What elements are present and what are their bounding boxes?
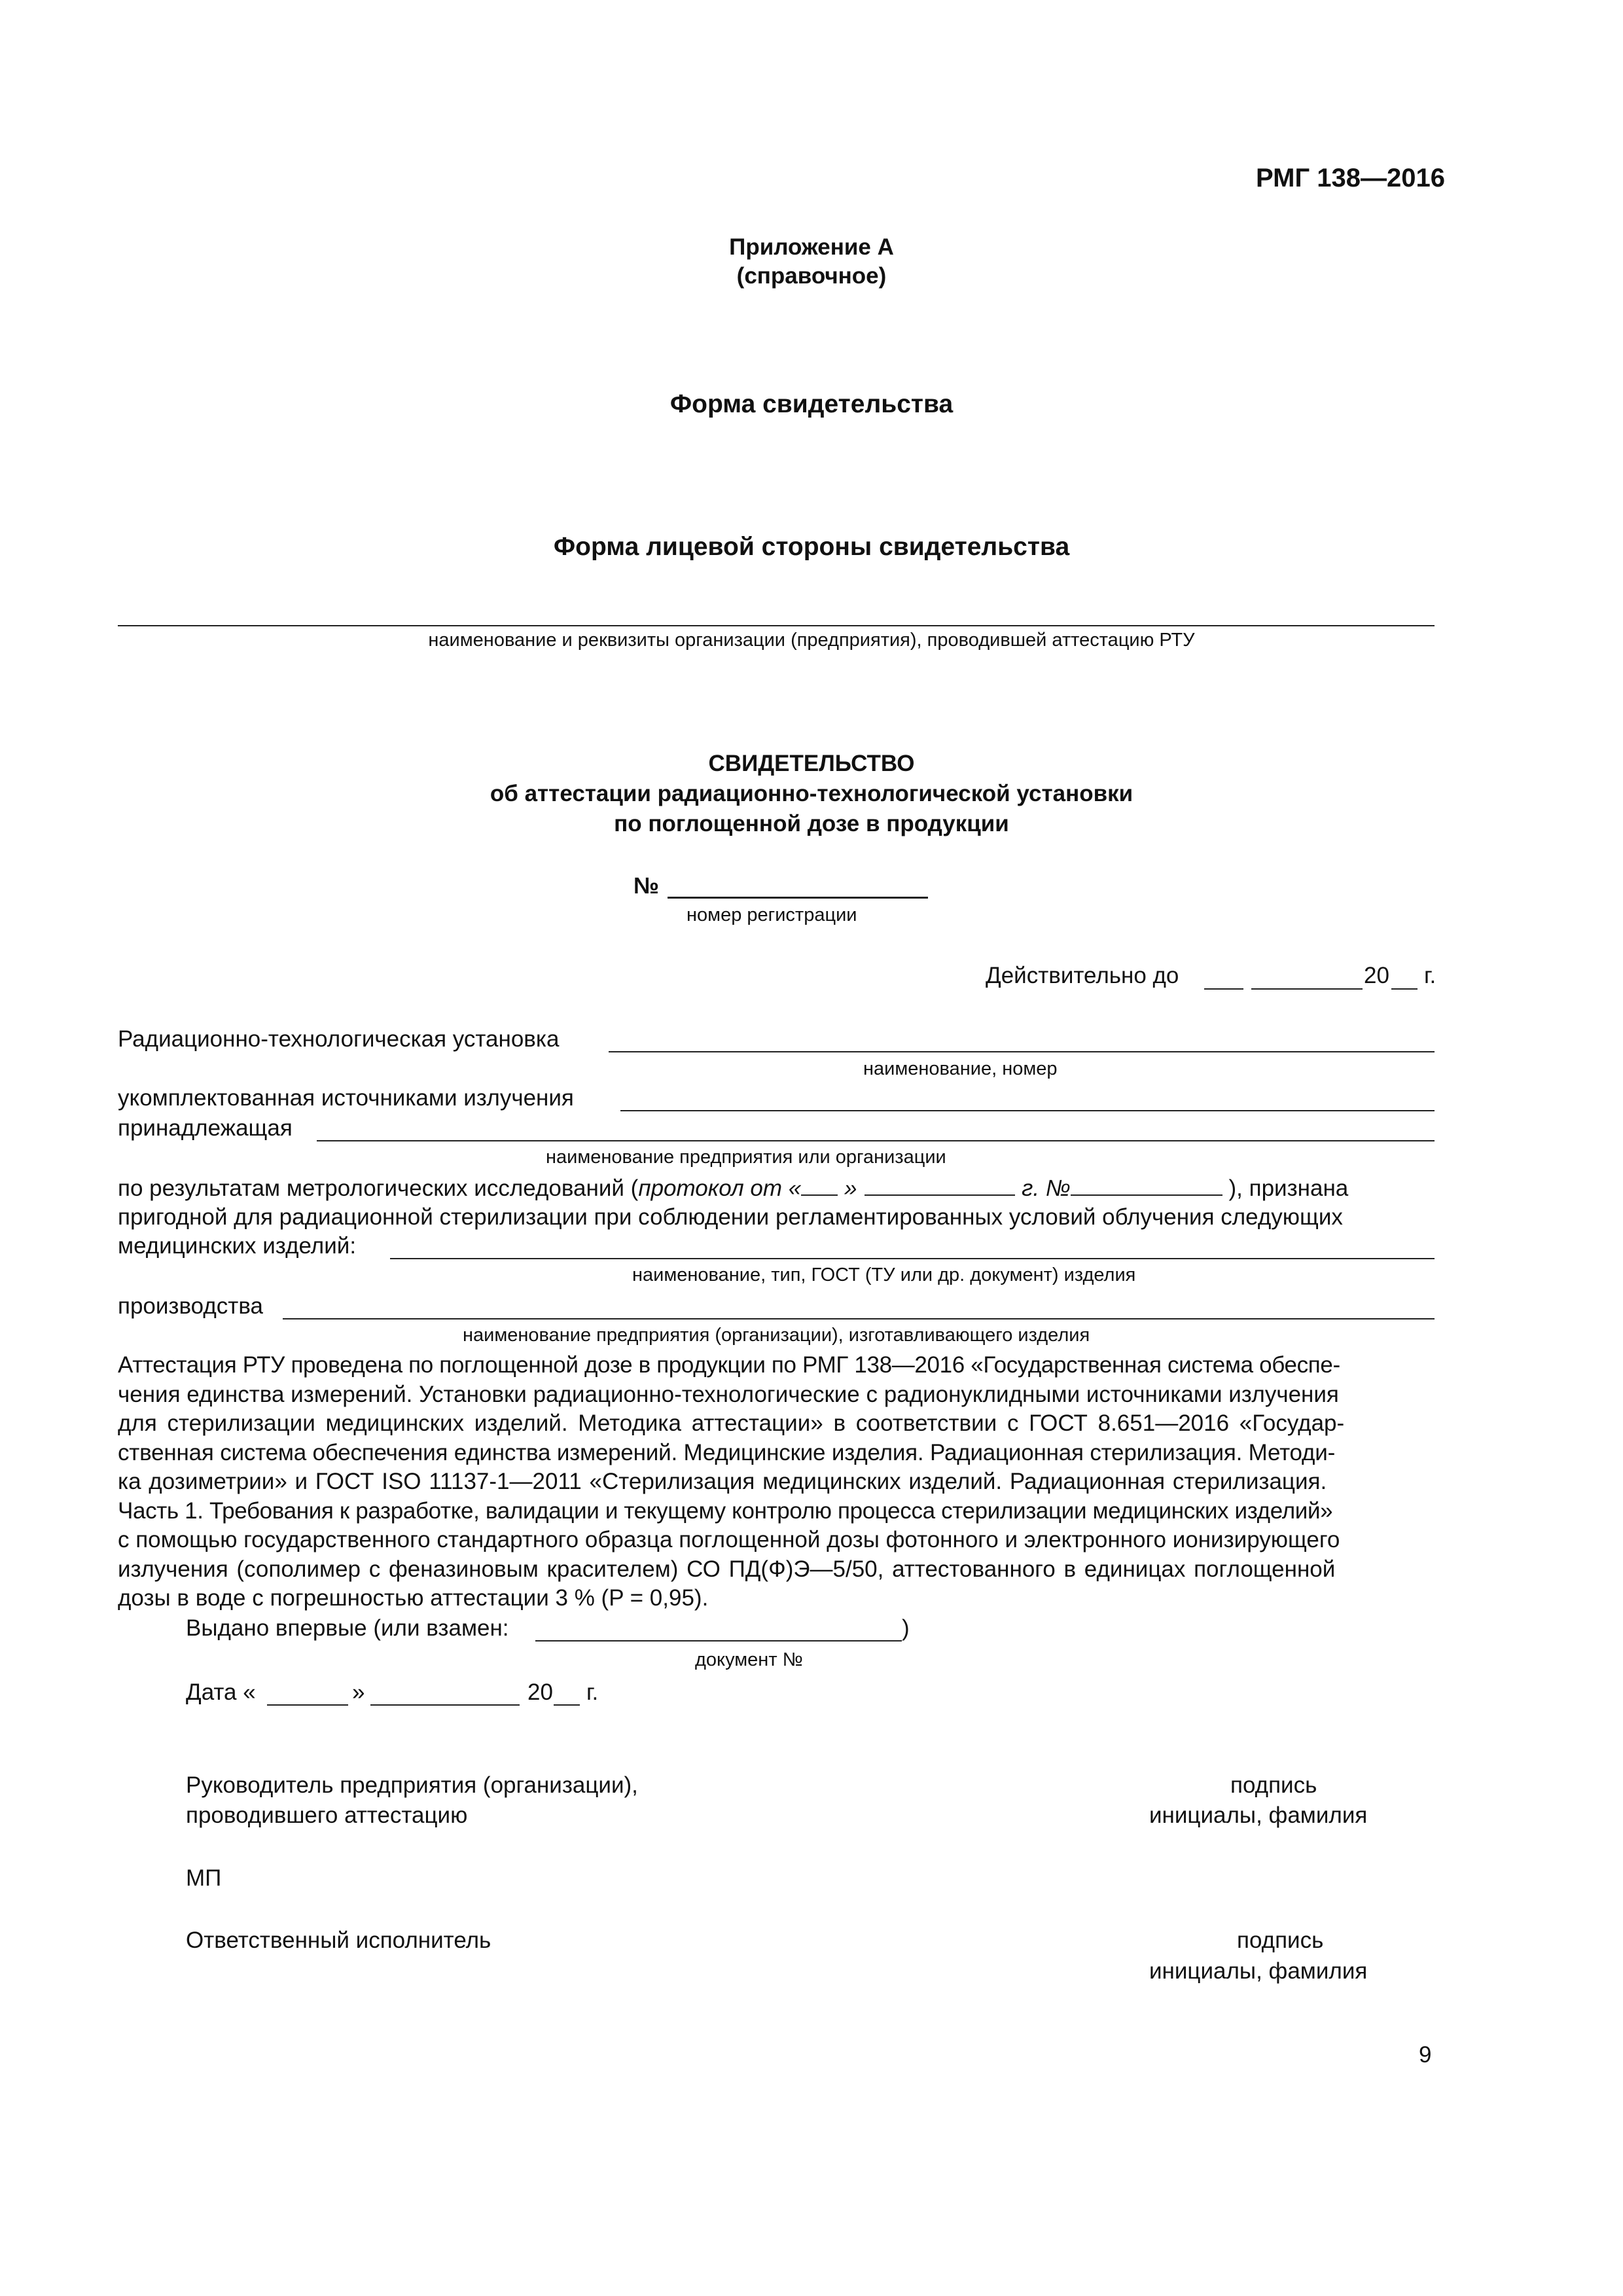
head-initials-label: инициалы, фамилия [1149, 1803, 1368, 1828]
manufacturer-caption: наименование предприятия (организации), изготавливающего изделия [463, 1325, 1090, 1346]
sources-label: укомплектованная источниками излучения [118, 1085, 574, 1111]
date-year-blank [554, 1704, 580, 1706]
date-year: 20 [527, 1679, 553, 1705]
products-label: медицинских изделий: [118, 1233, 357, 1259]
protocol-month-blank [865, 1176, 1015, 1196]
date-month-blank [370, 1704, 520, 1706]
validity-suffix: г. [1424, 963, 1436, 988]
number-caption: номер регистрации [687, 905, 857, 925]
results-end: ), признана [1228, 1175, 1349, 1201]
sources-blank-line [620, 1110, 1435, 1111]
issued-blank-line [535, 1640, 902, 1641]
organization-caption: наименование и реквизиты организации (предприятия), проводившей аттестацию РТУ [428, 630, 1195, 651]
issued-label: Выдано впервые (или взамен: [186, 1615, 509, 1641]
executor-initials-label: инициалы, фамилия [1149, 1958, 1368, 1984]
protocol-number-label: г. № [1022, 1175, 1071, 1201]
protocol-label: протокол от « [638, 1175, 802, 1201]
issued-caption: документ № [695, 1649, 803, 1670]
protocol-number-blank [1071, 1176, 1222, 1196]
section-title: Форма свидетельства [669, 390, 954, 418]
protocol-quote: » [844, 1175, 857, 1201]
attestation-line: излучения (сополимер с феназиновым красителем) СО ПД(Ф)Э—5/50, аттестованного в единицах поглощенной [118, 1556, 1336, 1582]
subsection-title: Форма лицевой стороны свидетельства [553, 533, 1070, 561]
protocol-day-blank [801, 1176, 838, 1196]
executor-signature-label: подпись [1237, 1928, 1324, 1953]
certificate-title: СВИДЕТЕЛЬСТВО [708, 751, 915, 776]
date-label: Дата « [186, 1679, 256, 1705]
production-blank-line [283, 1318, 1435, 1319]
installation-caption: наименование, номер [863, 1058, 1058, 1079]
head-signature-label: подпись [1230, 1772, 1317, 1798]
production-label: производства [118, 1293, 263, 1319]
attestation-line: ка дозиметрии» и ГОСТ ISO 11137-1—2011 «Стерилизация медицинских изделий. Радиационная стерилизация. [118, 1469, 1327, 1494]
date-suffix: г. [586, 1679, 599, 1705]
date-close-quote: » [352, 1679, 365, 1705]
attestation-paragraph [118, 1351, 1436, 1613]
issued-close: ) [902, 1615, 910, 1641]
attestation-line: для стерилизации медицинских изделий. Методика аттестации» в соответствии с ГОСТ 8.651—2016 «Государ- [118, 1410, 1345, 1436]
number-blank-line [668, 897, 928, 899]
appendix-title: Приложение А [729, 234, 894, 260]
products-caption: наименование, тип, ГОСТ (ТУ или др. документ) изделия [632, 1265, 1136, 1285]
attestation-line: чения единства измерений. Установки радиационно-технологические с радионуклидными источниками излучения [118, 1381, 1339, 1407]
attestation-line: с помощью государственного стандартного образца поглощенной дозы фотонного и электронного ионизирующего [118, 1527, 1340, 1552]
number-sign: № [633, 873, 660, 899]
suitability-text: пригодной для радиационной стерилизации при соблюдении регламентированных условий облучения следующих [118, 1204, 1343, 1230]
organization-blank-line [118, 625, 1435, 626]
validity-year: 20 [1364, 963, 1389, 988]
seal-label: МП [186, 1865, 222, 1891]
head-title-line-1: Руководитель предприятия (организации), [186, 1772, 638, 1798]
document-code: РМГ 138—2016 [1256, 164, 1445, 192]
validity-prefix: Действительно до [986, 963, 1179, 988]
attestation-line: дозы в воде с погрешностью аттестации 3 % (P = 0,95). [118, 1585, 709, 1611]
head-title-line-2: проводившего аттестацию [186, 1803, 468, 1828]
executor-label: Ответственный исполнитель [186, 1928, 491, 1953]
installation-label: Радиационно-технологическая установка [118, 1026, 560, 1052]
validity-year-blank [1391, 988, 1418, 990]
installation-blank-line [609, 1051, 1435, 1052]
certificate-subtitle-2: по поглощенной дозе в продукции [614, 811, 1009, 836]
owner-label: принадлежащая [118, 1115, 293, 1141]
page-number: 9 [1419, 2042, 1432, 2068]
products-blank-line [390, 1258, 1435, 1259]
owner-blank-line [317, 1140, 1435, 1141]
owner-caption: наименование предприятия или организации [546, 1147, 946, 1168]
validity-month-blank [1251, 988, 1363, 990]
date-day-blank [267, 1704, 348, 1706]
attestation-line: Аттестация РТУ проведена по поглощенной дозе в продукции по РМГ 138—2016 «Государственная система обеспе- [118, 1352, 1340, 1378]
certificate-subtitle-1: об аттестации радиационно-технологической установки [490, 781, 1133, 806]
attestation-line: Часть 1. Требования к разработке, валидации и текущему контролю процесса стерилизации медицинских изделий» [118, 1498, 1333, 1524]
validity-day-blank [1204, 988, 1243, 990]
results-text: по результатам метрологических исследований ( [118, 1175, 639, 1201]
appendix-note: (справочное) [736, 263, 887, 289]
attestation-line: ственная система обеспечения единства измерений. Медицинские изделия. Радиационная стерилизация. Методи- [118, 1439, 1336, 1465]
